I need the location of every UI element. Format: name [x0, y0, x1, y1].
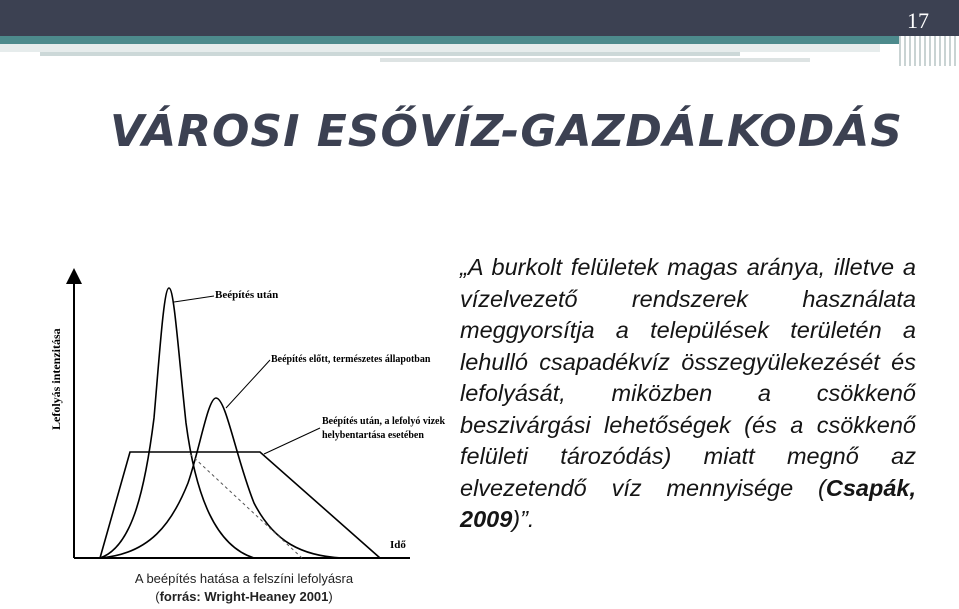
top-bar-accent [0, 36, 959, 44]
decorative-stripes [899, 36, 959, 66]
x-axis-label: Idő [390, 539, 406, 551]
slide-title: VÁROSI ESŐVÍZ-GAZDÁLKODÁS [110, 106, 903, 157]
curve-after-development [100, 288, 254, 558]
decorative-band [0, 44, 880, 52]
quote-text [460, 252, 916, 536]
figure-caption [100, 570, 388, 606]
page-number: 17 [907, 8, 929, 33]
label-retention-line2: helybentartása esetében [322, 430, 424, 441]
caption-source-name: forrás: Wright-Heaney 2001 [159, 589, 329, 604]
decorative-band [380, 58, 810, 62]
curve-retention [100, 452, 380, 558]
curve-dashed [190, 454, 302, 558]
top-bar [0, 0, 959, 36]
leader-before-development [226, 360, 270, 408]
label-after-development: Beépítés után [215, 289, 279, 301]
label-retention-line1: Beépítés után, a lefolyó vizek [322, 416, 446, 427]
caption-source: (forrás: Wright-Heaney 2001) [155, 589, 333, 604]
hydrograph-svg [40, 258, 448, 570]
leader-retention [264, 428, 320, 454]
quote-end: )”. [512, 506, 535, 532]
y-axis-label: Lefolyás intenzitása [49, 328, 63, 430]
label-before-development: Beépítés előtt, természetes állapotban [271, 354, 431, 365]
leader-after-development [174, 296, 214, 302]
decorative-band [40, 52, 740, 56]
quote-citation: Csapák, 2009 [460, 474, 916, 532]
quote-main: „A burkolt felületek magas aránya, illetve a vízelvezető rendszerek használata meggyorsítja a települések területén a lehulló csapadékvíz összegyülekezését és lefolyását, miközben a csökkenő beszivárgási lehetőségek (és a csökkenő felületi tározódás) miatt megnő az elvezetendő víz mennyisége ( [460, 254, 916, 501]
caption-line1: A beépítés hatása a felszíni lefolyásra [134, 571, 354, 586]
hydrograph-figure [40, 258, 448, 570]
